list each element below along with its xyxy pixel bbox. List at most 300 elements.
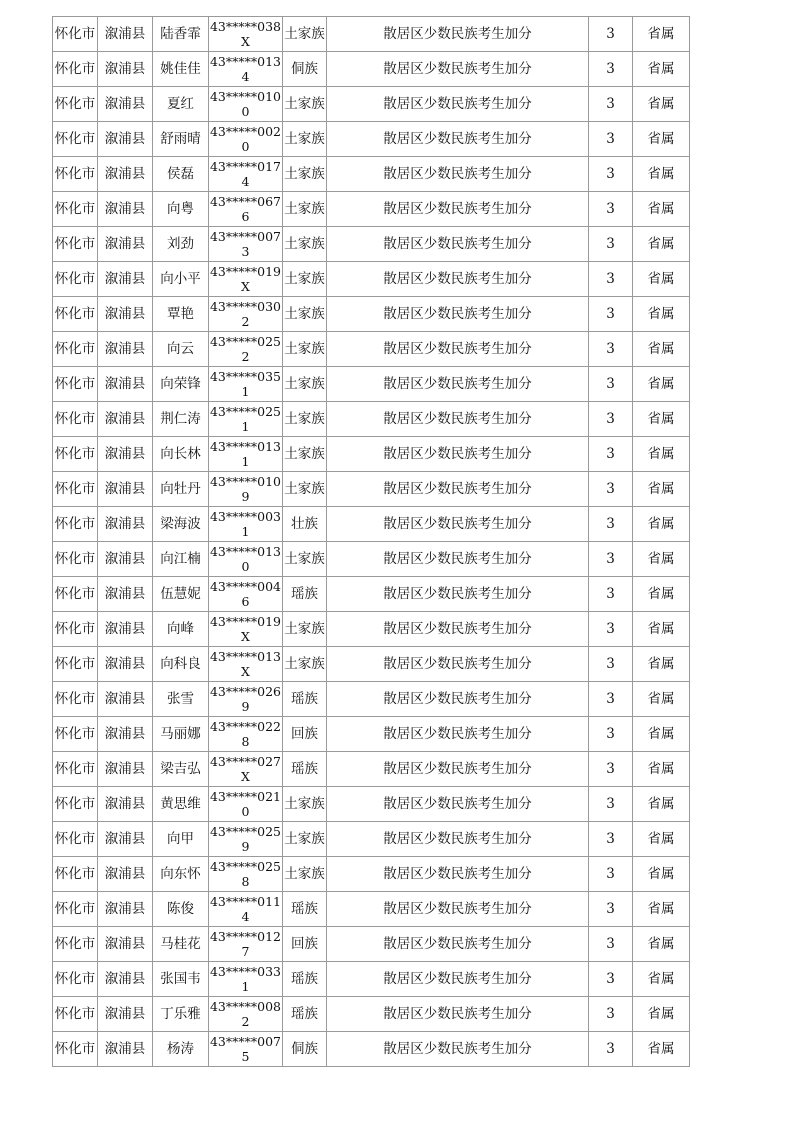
table-row [53, 1032, 690, 1067]
id-number-cell [209, 892, 283, 927]
jurisdiction-cell: 省属 [633, 682, 690, 717]
ethnicity-cell: 土家族 [283, 402, 327, 437]
name-cell: 向牡丹 [153, 472, 209, 507]
city-cell: 怀化市 [53, 717, 98, 752]
name-cell: 向甲 [153, 822, 209, 857]
bonus-points-cell: 3 [589, 822, 633, 857]
bonus-category-cell: 散居区少数民族考生加分 [327, 577, 589, 612]
bonus-points-cell: 3 [589, 297, 633, 332]
county-cell: 溆浦县 [98, 52, 153, 87]
jurisdiction-cell: 省属 [633, 577, 690, 612]
table-row [53, 507, 690, 542]
id-number-cell [209, 332, 283, 367]
bonus-category-cell: 散居区少数民族考生加分 [327, 822, 589, 857]
bonus-category-cell: 散居区少数民族考生加分 [327, 787, 589, 822]
table-row [53, 472, 690, 507]
bonus-category-cell: 散居区少数民族考生加分 [327, 17, 589, 52]
id-number-cell [209, 367, 283, 402]
jurisdiction-cell: 省属 [633, 332, 690, 367]
jurisdiction-cell: 省属 [633, 507, 690, 542]
id-number-cell [209, 787, 283, 822]
candidate-bonus-table [52, 16, 690, 1067]
id-number-cell [209, 752, 283, 787]
name-cell: 向长林 [153, 437, 209, 472]
id-number-part1: 43*****019 [209, 614, 281, 629]
jurisdiction-cell: 省属 [633, 752, 690, 787]
county-cell: 溆浦县 [98, 857, 153, 892]
county-cell: 溆浦县 [98, 402, 153, 437]
jurisdiction-cell: 省属 [633, 997, 690, 1032]
table-row [53, 822, 690, 857]
name-cell: 伍慧妮 [153, 577, 209, 612]
county-cell: 溆浦县 [98, 612, 153, 647]
bonus-category-cell: 散居区少数民族考生加分 [327, 262, 589, 297]
table-row [53, 927, 690, 962]
bonus-points-cell: 3 [589, 157, 633, 192]
jurisdiction-cell: 省属 [633, 857, 690, 892]
ethnicity-cell: 土家族 [283, 857, 327, 892]
name-cell: 覃艳 [153, 297, 209, 332]
table-body [53, 17, 690, 1067]
table-row [53, 962, 690, 997]
ethnicity-cell: 土家族 [283, 122, 327, 157]
table-row [53, 52, 690, 87]
bonus-category-cell: 散居区少数民族考生加分 [327, 87, 589, 122]
jurisdiction-cell: 省属 [633, 367, 690, 402]
ethnicity-cell: 土家族 [283, 17, 327, 52]
bonus-category-cell: 散居区少数民族考生加分 [327, 1032, 589, 1067]
ethnicity-cell: 回族 [283, 927, 327, 962]
id-number-cell [209, 472, 283, 507]
id-number-cell [209, 927, 283, 962]
ethnicity-cell: 土家族 [283, 192, 327, 227]
id-number-part2: X [241, 769, 250, 784]
county-cell: 溆浦县 [98, 822, 153, 857]
id-number-cell [209, 87, 283, 122]
ethnicity-cell: 侗族 [283, 1032, 327, 1067]
jurisdiction-cell: 省属 [633, 262, 690, 297]
bonus-points-cell: 3 [589, 402, 633, 437]
name-cell: 向粤 [153, 192, 209, 227]
id-number-part1: 43*****017 [209, 159, 281, 174]
id-number-cell [209, 997, 283, 1032]
id-number-cell [209, 717, 283, 752]
table-row [53, 717, 690, 752]
id-number-part2: 0 [241, 559, 250, 574]
county-cell: 溆浦县 [98, 17, 153, 52]
name-cell: 向小平 [153, 262, 209, 297]
bonus-points-cell: 3 [589, 332, 633, 367]
bonus-category-cell: 散居区少数民族考生加分 [327, 332, 589, 367]
bonus-category-cell: 散居区少数民族考生加分 [327, 402, 589, 437]
table-row [53, 157, 690, 192]
bonus-category-cell: 散居区少数民族考生加分 [327, 227, 589, 262]
id-number-part2: 2 [241, 349, 250, 364]
jurisdiction-cell: 省属 [633, 612, 690, 647]
jurisdiction-cell: 省属 [633, 542, 690, 577]
city-cell: 怀化市 [53, 52, 98, 87]
id-number-part1: 43*****030 [209, 299, 281, 314]
name-cell: 向东怀 [153, 857, 209, 892]
id-number-part2: 0 [241, 804, 250, 819]
jurisdiction-cell: 省属 [633, 157, 690, 192]
ethnicity-cell: 瑶族 [283, 682, 327, 717]
bonus-points-cell: 3 [589, 1032, 633, 1067]
id-number-cell [209, 1032, 283, 1067]
bonus-points-cell: 3 [589, 192, 633, 227]
id-number-part1: 43*****011 [209, 894, 281, 909]
ethnicity-cell: 瑶族 [283, 962, 327, 997]
id-number-part2: 9 [241, 489, 250, 504]
city-cell: 怀化市 [53, 367, 98, 402]
county-cell: 溆浦县 [98, 367, 153, 402]
jurisdiction-cell: 省属 [633, 192, 690, 227]
id-number-part1: 43*****010 [209, 89, 281, 104]
bonus-points-cell: 3 [589, 227, 633, 262]
ethnicity-cell: 侗族 [283, 52, 327, 87]
bonus-points-cell: 3 [589, 752, 633, 787]
jurisdiction-cell: 省属 [633, 1032, 690, 1067]
ethnicity-cell: 土家族 [283, 787, 327, 822]
city-cell: 怀化市 [53, 402, 98, 437]
bonus-category-cell: 散居区少数民族考生加分 [327, 367, 589, 402]
name-cell: 梁海波 [153, 507, 209, 542]
id-number-part2: 1 [241, 979, 250, 994]
county-cell: 溆浦县 [98, 577, 153, 612]
jurisdiction-cell: 省属 [633, 87, 690, 122]
county-cell: 溆浦县 [98, 997, 153, 1032]
id-number-part1: 43*****002 [209, 124, 281, 139]
name-cell: 向峰 [153, 612, 209, 647]
bonus-category-cell: 散居区少数民族考生加分 [327, 437, 589, 472]
county-cell: 溆浦县 [98, 962, 153, 997]
id-number-part1: 43*****007 [209, 1034, 281, 1049]
jurisdiction-cell: 省属 [633, 437, 690, 472]
bonus-points-cell: 3 [589, 542, 633, 577]
id-number-part1: 43*****021 [209, 789, 281, 804]
jurisdiction-cell: 省属 [633, 962, 690, 997]
id-number-cell [209, 857, 283, 892]
ethnicity-cell: 瑶族 [283, 892, 327, 927]
id-number-part1: 43*****022 [209, 719, 281, 734]
table-row [53, 542, 690, 577]
id-number-part1: 43*****025 [209, 859, 281, 874]
id-number-cell [209, 647, 283, 682]
name-cell: 丁乐雅 [153, 997, 209, 1032]
ethnicity-cell: 土家族 [283, 332, 327, 367]
ethnicity-cell: 壮族 [283, 507, 327, 542]
name-cell: 向荣锋 [153, 367, 209, 402]
table-row [53, 192, 690, 227]
county-cell: 溆浦县 [98, 927, 153, 962]
table-row [53, 892, 690, 927]
id-number-part2: 1 [241, 419, 250, 434]
id-number-part1: 43*****013 [209, 439, 281, 454]
table-row [53, 122, 690, 157]
id-number-part2: 8 [241, 874, 250, 889]
bonus-category-cell: 散居区少数民族考生加分 [327, 997, 589, 1032]
city-cell: 怀化市 [53, 227, 98, 262]
ethnicity-cell: 土家族 [283, 297, 327, 332]
ethnicity-cell: 土家族 [283, 87, 327, 122]
name-cell: 张雪 [153, 682, 209, 717]
id-number-cell [209, 682, 283, 717]
id-number-part1: 43*****003 [209, 509, 281, 524]
bonus-points-cell: 3 [589, 122, 633, 157]
county-cell: 溆浦县 [98, 507, 153, 542]
name-cell: 向科良 [153, 647, 209, 682]
city-cell: 怀化市 [53, 612, 98, 647]
bonus-category-cell: 散居区少数民族考生加分 [327, 542, 589, 577]
table-row [53, 367, 690, 402]
id-number-part1: 43*****027 [209, 754, 281, 769]
id-number-part2: 1 [241, 384, 250, 399]
city-cell: 怀化市 [53, 682, 98, 717]
id-number-part2: 0 [241, 104, 250, 119]
bonus-category-cell: 散居区少数民族考生加分 [327, 612, 589, 647]
jurisdiction-cell: 省属 [633, 647, 690, 682]
name-cell: 杨涛 [153, 1032, 209, 1067]
county-cell: 溆浦县 [98, 647, 153, 682]
city-cell: 怀化市 [53, 1032, 98, 1067]
bonus-category-cell: 散居区少数民族考生加分 [327, 927, 589, 962]
table-row [53, 612, 690, 647]
county-cell: 溆浦县 [98, 332, 153, 367]
city-cell: 怀化市 [53, 822, 98, 857]
id-number-part2: 1 [241, 454, 250, 469]
name-cell: 刘劲 [153, 227, 209, 262]
name-cell: 荆仁涛 [153, 402, 209, 437]
bonus-category-cell: 散居区少数民族考生加分 [327, 122, 589, 157]
id-number-cell [209, 822, 283, 857]
table-row [53, 752, 690, 787]
city-cell: 怀化市 [53, 962, 98, 997]
id-number-part1: 43*****007 [209, 229, 281, 244]
county-cell: 溆浦县 [98, 192, 153, 227]
bonus-points-cell: 3 [589, 87, 633, 122]
id-number-part2: 2 [241, 314, 250, 329]
id-number-part2: 8 [241, 734, 250, 749]
id-number-part2: 4 [241, 69, 250, 84]
city-cell: 怀化市 [53, 122, 98, 157]
bonus-points-cell: 3 [589, 577, 633, 612]
table-row [53, 332, 690, 367]
jurisdiction-cell: 省属 [633, 717, 690, 752]
name-cell: 侯磊 [153, 157, 209, 192]
county-cell: 溆浦县 [98, 437, 153, 472]
county-cell: 溆浦县 [98, 157, 153, 192]
table-row [53, 437, 690, 472]
name-cell: 马丽娜 [153, 717, 209, 752]
id-number-part2: 9 [241, 699, 250, 714]
name-cell: 舒雨晴 [153, 122, 209, 157]
county-cell: 溆浦县 [98, 87, 153, 122]
id-number-part1: 43*****013 [209, 649, 281, 664]
jurisdiction-cell: 省属 [633, 927, 690, 962]
id-number-cell [209, 262, 283, 297]
id-number-part1: 43*****008 [209, 999, 281, 1014]
id-number-cell [209, 437, 283, 472]
bonus-category-cell: 散居区少数民族考生加分 [327, 717, 589, 752]
bonus-category-cell: 散居区少数民族考生加分 [327, 157, 589, 192]
jurisdiction-cell: 省属 [633, 297, 690, 332]
id-number-part2: X [241, 664, 250, 679]
county-cell: 溆浦县 [98, 1032, 153, 1067]
id-number-cell [209, 612, 283, 647]
city-cell: 怀化市 [53, 297, 98, 332]
id-number-cell [209, 542, 283, 577]
jurisdiction-cell: 省属 [633, 787, 690, 822]
jurisdiction-cell: 省属 [633, 227, 690, 262]
county-cell: 溆浦县 [98, 297, 153, 332]
id-number-part1: 43*****038 [209, 19, 281, 34]
id-number-cell [209, 17, 283, 52]
id-number-part1: 43*****013 [209, 544, 281, 559]
city-cell: 怀化市 [53, 437, 98, 472]
city-cell: 怀化市 [53, 157, 98, 192]
bonus-points-cell: 3 [589, 17, 633, 52]
id-number-part2: 0 [241, 139, 250, 154]
bonus-points-cell: 3 [589, 52, 633, 87]
id-number-part1: 43*****025 [209, 824, 281, 839]
ethnicity-cell: 土家族 [283, 647, 327, 682]
jurisdiction-cell: 省属 [633, 402, 690, 437]
id-number-part1: 43*****004 [209, 579, 281, 594]
bonus-points-cell: 3 [589, 437, 633, 472]
id-number-part1: 43*****019 [209, 264, 281, 279]
bonus-points-cell: 3 [589, 997, 633, 1032]
ethnicity-cell: 土家族 [283, 367, 327, 402]
city-cell: 怀化市 [53, 262, 98, 297]
bonus-points-cell: 3 [589, 962, 633, 997]
bonus-points-cell: 3 [589, 927, 633, 962]
table-row [53, 787, 690, 822]
ethnicity-cell: 土家族 [283, 262, 327, 297]
county-cell: 溆浦县 [98, 752, 153, 787]
county-cell: 溆浦县 [98, 787, 153, 822]
table-row [53, 682, 690, 717]
id-number-cell [209, 297, 283, 332]
bonus-points-cell: 3 [589, 367, 633, 402]
id-number-part1: 43*****013 [209, 54, 281, 69]
county-cell: 溆浦县 [98, 682, 153, 717]
id-number-cell [209, 52, 283, 87]
bonus-points-cell: 3 [589, 612, 633, 647]
table-row [53, 997, 690, 1032]
table-row [53, 647, 690, 682]
id-number-cell [209, 192, 283, 227]
jurisdiction-cell: 省属 [633, 892, 690, 927]
city-cell: 怀化市 [53, 997, 98, 1032]
table-row [53, 17, 690, 52]
ethnicity-cell: 土家族 [283, 437, 327, 472]
bonus-points-cell: 3 [589, 262, 633, 297]
id-number-cell [209, 402, 283, 437]
id-number-part1: 43*****012 [209, 929, 281, 944]
id-number-part2: 7 [241, 944, 250, 959]
name-cell: 向云 [153, 332, 209, 367]
id-number-part1: 43*****033 [209, 964, 281, 979]
city-cell: 怀化市 [53, 472, 98, 507]
name-cell: 向江楠 [153, 542, 209, 577]
bonus-points-cell: 3 [589, 507, 633, 542]
bonus-category-cell: 散居区少数民族考生加分 [327, 297, 589, 332]
county-cell: 溆浦县 [98, 892, 153, 927]
bonus-category-cell: 散居区少数民族考生加分 [327, 192, 589, 227]
bonus-category-cell: 散居区少数民族考生加分 [327, 52, 589, 87]
id-number-part1: 43*****067 [209, 194, 281, 209]
id-number-part2: 5 [241, 1049, 250, 1064]
city-cell: 怀化市 [53, 17, 98, 52]
id-number-part2: 6 [241, 209, 250, 224]
name-cell: 梁吉弘 [153, 752, 209, 787]
city-cell: 怀化市 [53, 507, 98, 542]
id-number-part2: 6 [241, 594, 250, 609]
city-cell: 怀化市 [53, 192, 98, 227]
city-cell: 怀化市 [53, 752, 98, 787]
id-number-part1: 43*****026 [209, 684, 281, 699]
city-cell: 怀化市 [53, 787, 98, 822]
bonus-category-cell: 散居区少数民族考生加分 [327, 472, 589, 507]
ethnicity-cell: 土家族 [283, 822, 327, 857]
bonus-points-cell: 3 [589, 647, 633, 682]
id-number-part1: 43*****010 [209, 474, 281, 489]
bonus-points-cell: 3 [589, 472, 633, 507]
bonus-points-cell: 3 [589, 717, 633, 752]
ethnicity-cell: 回族 [283, 717, 327, 752]
jurisdiction-cell: 省属 [633, 822, 690, 857]
city-cell: 怀化市 [53, 577, 98, 612]
id-number-cell [209, 122, 283, 157]
ethnicity-cell: 土家族 [283, 227, 327, 262]
table-row [53, 87, 690, 122]
id-number-part2: 4 [241, 909, 250, 924]
name-cell: 陈俊 [153, 892, 209, 927]
bonus-category-cell: 散居区少数民族考生加分 [327, 647, 589, 682]
name-cell: 黄思维 [153, 787, 209, 822]
county-cell: 溆浦县 [98, 262, 153, 297]
jurisdiction-cell: 省属 [633, 52, 690, 87]
id-number-part2: X [241, 279, 250, 294]
id-number-part1: 43*****025 [209, 334, 281, 349]
id-number-part2: 2 [241, 1014, 250, 1029]
table-row [53, 857, 690, 892]
county-cell: 溆浦县 [98, 122, 153, 157]
table-row [53, 577, 690, 612]
id-number-cell [209, 227, 283, 262]
county-cell: 溆浦县 [98, 472, 153, 507]
table-row [53, 227, 690, 262]
name-cell: 张国韦 [153, 962, 209, 997]
id-number-part2: X [241, 629, 250, 644]
id-number-cell [209, 507, 283, 542]
name-cell: 夏红 [153, 87, 209, 122]
ethnicity-cell: 瑶族 [283, 997, 327, 1032]
bonus-points-cell: 3 [589, 787, 633, 822]
city-cell: 怀化市 [53, 542, 98, 577]
bonus-points-cell: 3 [589, 857, 633, 892]
table-row [53, 402, 690, 437]
city-cell: 怀化市 [53, 87, 98, 122]
id-number-part2: 9 [241, 839, 250, 854]
bonus-category-cell: 散居区少数民族考生加分 [327, 682, 589, 717]
city-cell: 怀化市 [53, 857, 98, 892]
ethnicity-cell: 瑶族 [283, 577, 327, 612]
city-cell: 怀化市 [53, 927, 98, 962]
id-number-cell [209, 577, 283, 612]
county-cell: 溆浦县 [98, 542, 153, 577]
name-cell: 陆香霏 [153, 17, 209, 52]
